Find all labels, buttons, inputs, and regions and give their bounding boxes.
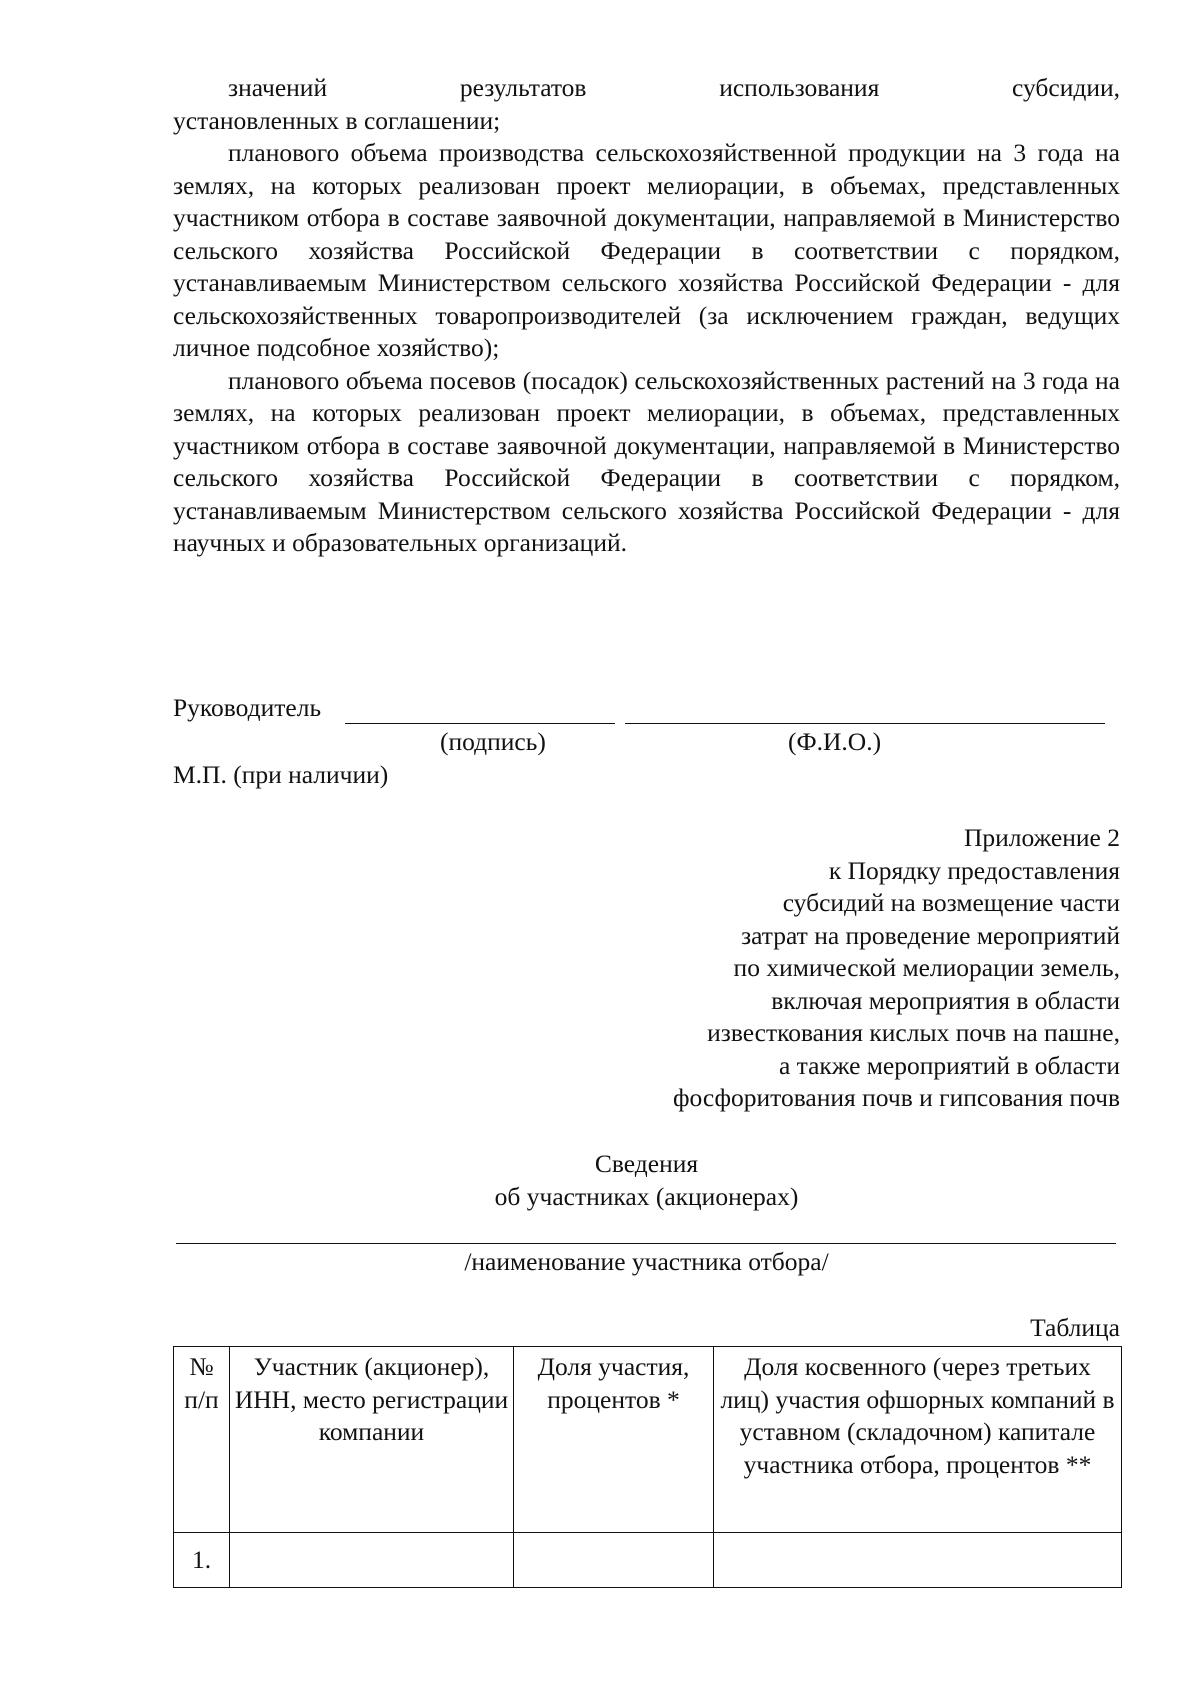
appendix-line: фосфоритования почв и гипсования почв (672, 1083, 1120, 1112)
document-title (173, 1148, 1120, 1213)
stamp-note: М.П. (при наличии) (173, 760, 389, 789)
table-cell-number: 1. (174, 1533, 230, 1588)
appendix-line: к Порядку предоставления (828, 855, 1120, 885)
table-cell-participant (230, 1533, 514, 1588)
word: субсидии, (1012, 73, 1121, 102)
name-caption: (Ф.И.О.) (788, 727, 882, 756)
table-header-row (174, 1347, 1122, 1533)
header-participant: Участник (акционер), ИНН, место регистрации компании (230, 1347, 514, 1533)
table-cell-offshore-share (714, 1533, 1122, 1588)
document-body (173, 72, 1120, 560)
signature-label: Руководитель (173, 693, 322, 722)
participant-name-line (176, 1243, 1116, 1244)
appendix-line: по химической мелиорации земель, (733, 953, 1120, 982)
appendix-line: а также мероприятий в области (778, 1050, 1120, 1080)
paragraph-1-line-1 (173, 72, 1120, 105)
appendix-header (673, 822, 1120, 1115)
signature-caption: (подпись) (440, 727, 546, 756)
paragraph-3 (173, 365, 1120, 560)
signature-line (345, 723, 615, 724)
participant-name-caption: /наименование участника отбора/ (464, 1247, 829, 1276)
paragraph-1-line-2: установленных в соглашении; (173, 105, 501, 135)
table-label: Таблица (1030, 1313, 1120, 1342)
appendix-line: затрат на проведение мероприятий (741, 920, 1120, 950)
word: результатов (459, 73, 587, 102)
word: значений (228, 73, 328, 102)
header-offshore-share: Доля косвенного (через третьих лиц) участия офшорных компаний в уставном (складочном) капитале участника отбора, процентов ** (714, 1347, 1122, 1533)
paragraph-2-text: планового объема производства сельскохозяйственной продукции на 3 года на землях, на которых реализован проект мелиорации, в объемах, представленных участником отбора в составе заявочной документации, направляемой в Министерство сельского хозяйства Российской Федерации в соответствии с порядком, устанавливаемым Министерством сельского хозяйства Российской Федерации - для сельскохозяйственных товаропроизводителей (за исключением граждан, ведущих личное подсобное хозяйство); (173, 138, 1120, 362)
title-line-1: Сведения (594, 1149, 699, 1178)
table-row (174, 1533, 1122, 1588)
paragraph-3-text: планового объема посевов (посадок) сельскохозяйственных растений на 3 года на землях, на которых реализован проект мелиорации, в объемах, представленных участником отбора в составе заявочной документации, направляемой в Министерство сельского хозяйства Российской Федерации в соответствии с порядком, устанавливаемым Министерством сельского хозяйства Российской Федерации - для научных и образовательных организаций. (173, 365, 1120, 557)
header-number: № п/п (174, 1347, 230, 1533)
paragraph-2 (173, 137, 1120, 365)
appendix-line: Приложение 2 (964, 823, 1120, 852)
appendix-line: включая мероприятия в области (771, 985, 1120, 1015)
participants-table (173, 1346, 1122, 1588)
appendix-line: субсидий на возмещение части (782, 888, 1120, 917)
table-cell-share (514, 1533, 714, 1588)
name-line (625, 723, 1105, 724)
signature-row (173, 692, 1120, 726)
title-line-2: об участниках (акционерах) (494, 1181, 799, 1211)
header-share: Доля участия, процентов * (514, 1347, 714, 1533)
word: использования (719, 73, 880, 102)
appendix-line: известкования кислых почв на пашне, (707, 1018, 1120, 1047)
